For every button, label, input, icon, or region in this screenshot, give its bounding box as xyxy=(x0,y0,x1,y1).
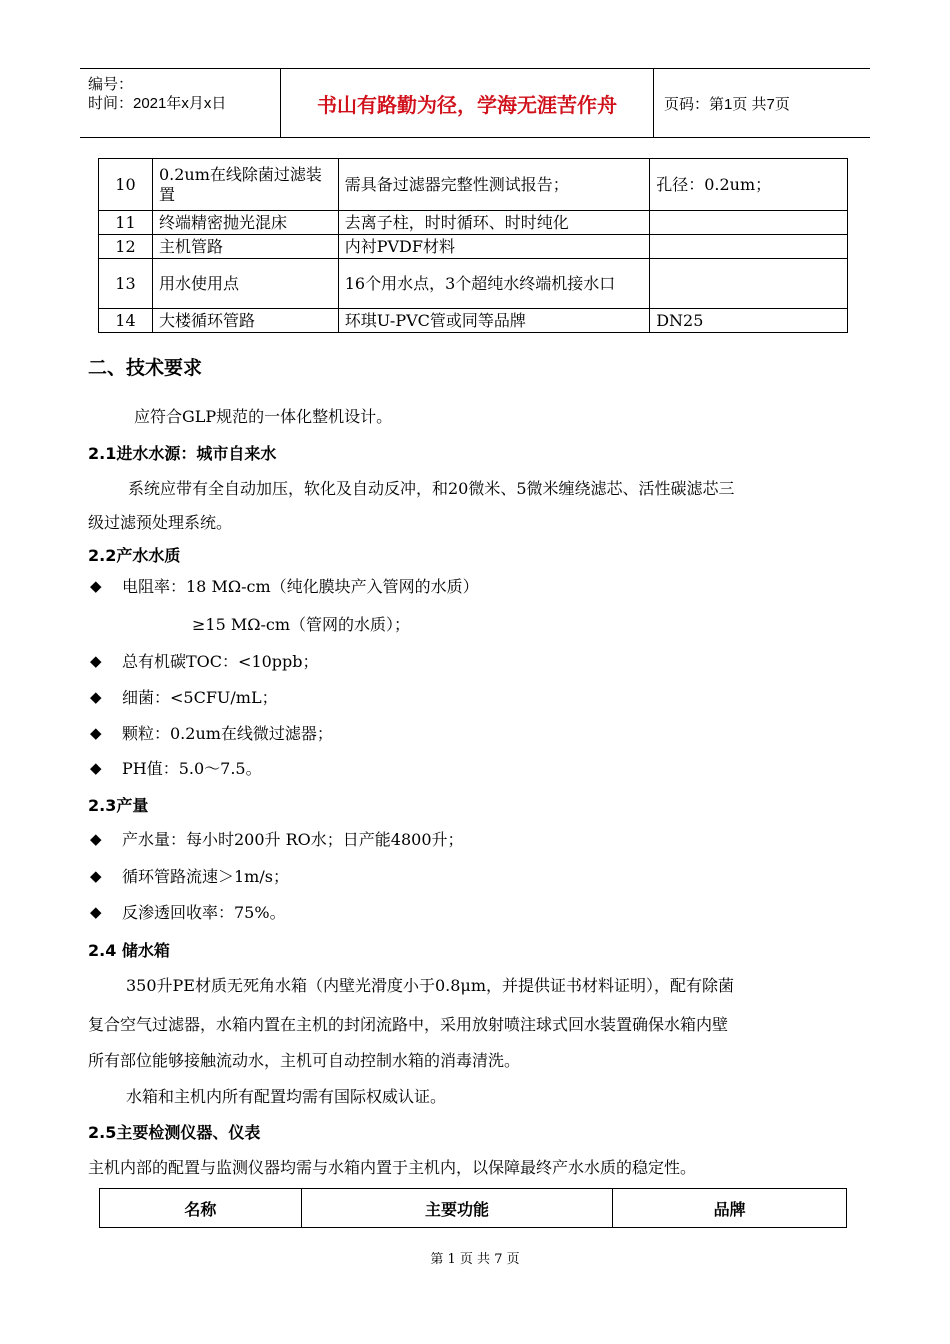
diamond-bullet-icon: ◆ xyxy=(90,866,102,885)
section-title: 二、技术要求 xyxy=(88,357,203,379)
table-row xyxy=(99,159,848,211)
list-item-text: PH值：5.0～7.5。 xyxy=(122,759,262,778)
list-item-text: 电阻率：18 MΩ-cm（纯化膜块产入管网的水质） xyxy=(122,577,479,596)
table-row xyxy=(99,259,848,309)
list-item xyxy=(90,685,278,708)
column-header-brand: 品牌 xyxy=(613,1189,847,1228)
page-info: 页码：第1页 共7页 xyxy=(664,95,790,113)
row-number: 12 xyxy=(99,235,153,259)
instrument-table xyxy=(99,1188,847,1228)
item-desc: 去离子柱，时时循环、时时纯化 xyxy=(338,211,650,235)
list-item xyxy=(90,827,464,850)
list-item-text: 总有机碳TOC：<10ppb； xyxy=(122,652,319,671)
row-number: 11 xyxy=(99,211,153,235)
list-item-text: 反渗透回收率：75%。 xyxy=(122,903,286,922)
item-desc: 内衬PVDF材料 xyxy=(338,235,650,259)
item-spec: 孔径：0.2um； xyxy=(650,159,848,211)
paragraph-line: 主机内部的配置与监测仪器均需与水箱内置于主机内，以保障最终产水水质的稳定性。 xyxy=(88,1158,697,1177)
list-item xyxy=(90,756,262,779)
diamond-bullet-icon: ◆ xyxy=(90,829,102,848)
time-label: 时间：2021年x月x日 xyxy=(88,95,227,112)
code-label: 编号： xyxy=(88,76,134,93)
intro-text: 应符合GLP规范的一体化整机设计。 xyxy=(134,407,393,426)
list-item-text: 产水量：每小时200升 RO水；日产能4800升； xyxy=(122,830,464,849)
column-header-function: 主要功能 xyxy=(301,1189,613,1228)
item-spec xyxy=(650,235,848,259)
list-item xyxy=(90,864,289,887)
item-desc: 16个用水点，3个超纯水终端机接水口 xyxy=(338,259,650,309)
diamond-bullet-icon: ◆ xyxy=(90,651,102,670)
diamond-bullet-icon: ◆ xyxy=(90,723,102,742)
row-number: 14 xyxy=(99,309,153,333)
list-item xyxy=(90,574,479,597)
paragraph-line: 级过滤预处理系统。 xyxy=(88,513,233,532)
diamond-bullet-icon: ◆ xyxy=(90,758,102,777)
item-spec: DN25 xyxy=(650,309,848,333)
paragraph-line: 所有部位能够接触流动水，主机可自动控制水箱的消毒清洗。 xyxy=(88,1051,521,1070)
column-header-name: 名称 xyxy=(100,1189,302,1228)
item-name: 0.2um在线除菌过滤装置 xyxy=(152,159,338,211)
subsection-title: 2.5主要检测仪器、仪表 xyxy=(88,1123,261,1142)
header-meta xyxy=(80,69,281,137)
list-item-text: 颗粒：0.2um在线微过滤器； xyxy=(122,724,333,743)
row-number: 13 xyxy=(99,259,153,309)
subsection-title: 2.4 储水箱 xyxy=(88,941,170,960)
list-item-continuation: ≥15 MΩ-cm（管网的水质）； xyxy=(192,615,411,634)
item-name: 终端精密抛光混床 xyxy=(152,211,338,235)
item-name: 大楼循环管路 xyxy=(152,309,338,333)
equipment-table xyxy=(98,158,848,333)
subsection-title: 2.2产水水质 xyxy=(88,546,181,565)
paragraph-line: 350升PE材质无死角水箱（内壁光滑度小于0.8μm，并提供证书材料证明），配有除菌 xyxy=(126,976,735,995)
motto: 书山有路勤为径，学海无涯苦作舟 xyxy=(281,69,654,137)
paragraph-line: 复合空气过滤器，水箱内置在主机的封闭流路中，采用放射喷注球式回水装置确保水箱内壁 xyxy=(88,1015,729,1034)
row-number: 10 xyxy=(99,159,153,211)
list-item xyxy=(90,721,333,744)
table-row xyxy=(99,235,848,259)
list-item-text: 细菌：<5CFU/mL； xyxy=(122,688,278,707)
table-row xyxy=(99,211,848,235)
diamond-bullet-icon: ◆ xyxy=(90,902,102,921)
paragraph-line: 水箱和主机内所有配置均需有国际权威认证。 xyxy=(126,1087,447,1106)
paragraph-line: 系统应带有全自动加压，软化及自动反冲，和20微米、5微米缠绕滤芯、活性碳滤芯三 xyxy=(128,479,735,498)
list-item-text: 循环管路流速＞1m/s； xyxy=(122,867,289,886)
list-item xyxy=(90,900,286,923)
item-desc: 环琪U-PVC管或同等品牌 xyxy=(338,309,650,333)
page-header xyxy=(80,68,870,138)
item-desc: 需具备过滤器完整性测试报告； xyxy=(338,159,650,211)
item-spec xyxy=(650,211,848,235)
subsection-title: 2.1进水水源：城市自来水 xyxy=(88,444,277,463)
diamond-bullet-icon: ◆ xyxy=(90,576,102,595)
item-name: 主机管路 xyxy=(152,235,338,259)
page-footer: 第 1 页 共 7 页 xyxy=(430,1252,520,1267)
table-row xyxy=(99,309,848,333)
item-spec xyxy=(650,259,848,309)
table-header-row xyxy=(100,1189,847,1228)
subsection-title: 2.3产量 xyxy=(88,796,149,815)
item-name: 用水使用点 xyxy=(152,259,338,309)
list-item xyxy=(90,649,319,672)
diamond-bullet-icon: ◆ xyxy=(90,687,102,706)
